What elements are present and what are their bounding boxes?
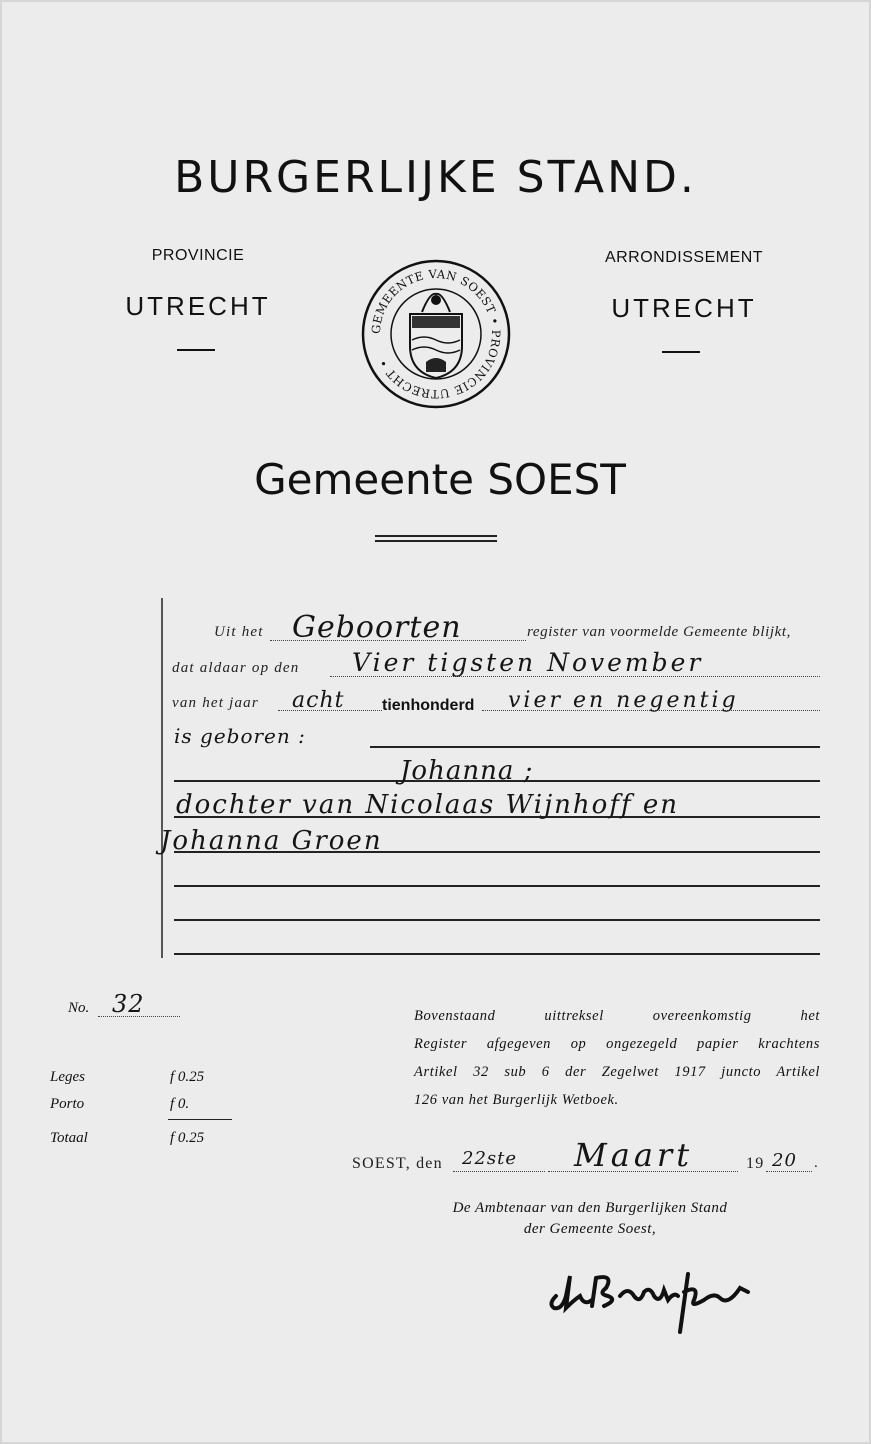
fee-value-leges: f 0.25 — [170, 1069, 205, 1085]
province-value: UTRECHT — [125, 291, 271, 321]
municipal-seal — [360, 258, 512, 410]
rule-line4 — [370, 746, 820, 748]
birth-date: Vier tigsten November — [352, 648, 704, 677]
place: SOEST, den — [352, 1155, 443, 1172]
extract-line1-prefix: Uit het — [214, 624, 264, 640]
district-value: UTRECHT — [611, 293, 757, 323]
fee-label-total: Totaal — [50, 1130, 88, 1146]
official-signature — [544, 1256, 754, 1340]
rule-line9 — [174, 919, 820, 921]
certification-line3: Artikel 32 sub 6 der Zegelwet 1917 juncto Artikel — [414, 1064, 820, 1080]
date-day: 22ste — [462, 1148, 518, 1169]
district-divider — [662, 351, 700, 353]
municipality-name: SOEST — [487, 455, 626, 504]
year-printed: tienhonderd — [382, 697, 475, 714]
fee-value-porto: f 0. — [170, 1096, 190, 1112]
municipality-heading — [0, 455, 871, 504]
child-name: Johanna ; — [400, 756, 534, 786]
extract-line4-prefix: is geboren : — [174, 724, 306, 748]
register-type: Geboorten — [292, 610, 462, 645]
district-label: ARRONDISSEMENT — [604, 249, 764, 266]
number-label: No. — [68, 1000, 90, 1016]
certification-line1: Bovenstaand uittreksel overeenkomstig het — [414, 1008, 820, 1024]
fee-total-rule — [168, 1119, 232, 1120]
certification-text — [414, 1002, 820, 1114]
municipality-prefix: Gemeente — [254, 455, 474, 504]
year-end-line — [766, 1171, 812, 1172]
rule-line8 — [174, 885, 820, 887]
svg-text:GEMEENTE VAN SOEST • PROVINCIE — [369, 267, 503, 401]
province-label: PROVINCIE — [151, 247, 245, 264]
seal-ring-text: GEMEENTE VAN SOEST • PROVINCIE UTRECHT • — [368, 266, 504, 402]
fee-label-porto: Porto — [50, 1096, 85, 1112]
province-divider — [177, 349, 215, 351]
double-rule — [375, 535, 497, 542]
date-period: . — [814, 1155, 819, 1171]
number-value: 32 — [112, 990, 145, 1018]
margin-rule — [161, 598, 163, 958]
extract-line1-suffix: register van voormelde Gemeente blijkt, — [527, 624, 792, 640]
rule-line10 — [174, 953, 820, 955]
year-part1: acht — [292, 688, 345, 713]
year-part2: vier en negentig — [508, 688, 739, 713]
fee-label-leges: Leges — [50, 1069, 85, 1085]
mother-line: Johanna Groen — [160, 826, 383, 856]
year-suffix: 20 — [772, 1150, 797, 1171]
certification-line2: Register afgegeven op ongezegeld papier krachtens — [414, 1036, 820, 1052]
fee-value-total: f 0.25 — [170, 1130, 205, 1146]
certification-line4: 126 van het Burgerlijk Wetboek. — [414, 1092, 619, 1108]
day-line — [453, 1171, 545, 1172]
official-title: De Ambtenaar van den Burgerlijken Stand — [452, 1200, 728, 1216]
date-month: Maart — [574, 1136, 694, 1174]
extract-line2-prefix: dat aldaar op den — [172, 660, 300, 676]
year-prefix: 19 — [746, 1155, 765, 1172]
document-title: BURGERLIJKE STAND. — [174, 152, 697, 203]
official-subtitle: der Gemeente Soest, — [523, 1221, 657, 1237]
extract-line3-prefix: van het jaar — [172, 695, 259, 711]
parents-line: dochter van Nicolaas Wijnhoff en — [176, 790, 679, 820]
